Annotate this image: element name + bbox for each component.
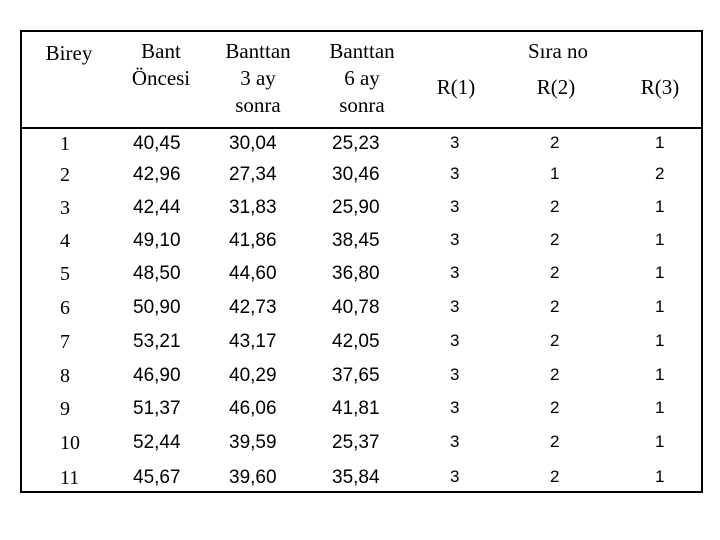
header-sira-no: Sıra no (527, 39, 589, 63)
cell-banttan-3-ay: 31,83 (229, 197, 277, 218)
header-birey: Birey (45, 41, 93, 65)
header-banttan-6-ay (310, 38, 414, 119)
cell-banttan-3-ay: 44,60 (229, 263, 277, 284)
header-line: Banttan (225, 39, 291, 63)
cell-r2: 2 (550, 133, 560, 152)
cell-r3: 1 (655, 398, 665, 417)
cell-banttan-3-ay: 39,60 (229, 467, 277, 488)
header-line: sonra (235, 93, 281, 117)
cell-birey: 11 (60, 467, 80, 489)
cell-banttan-3-ay: 27,34 (229, 164, 277, 185)
cell-birey: 8 (60, 365, 70, 387)
cell-r1: 3 (450, 164, 460, 183)
cell-r2: 2 (550, 365, 560, 384)
cell-r2: 2 (550, 432, 560, 451)
cell-birey: 3 (60, 197, 70, 219)
header-line: sonra (339, 93, 385, 117)
cell-r3: 1 (655, 432, 665, 451)
cell-bant-oncesi: 48,50 (133, 263, 181, 284)
cell-r3: 1 (655, 297, 665, 316)
cell-banttan-6-ay: 25,37 (332, 432, 380, 453)
header-line: Bant (141, 39, 181, 63)
cell-banttan-3-ay: 42,73 (229, 297, 277, 318)
cell-r1: 3 (450, 297, 460, 316)
cell-bant-oncesi: 40,45 (133, 133, 181, 154)
cell-r1: 3 (450, 331, 460, 350)
cell-bant-oncesi: 49,10 (133, 230, 181, 251)
cell-r2: 2 (550, 230, 560, 249)
cell-r3: 1 (655, 467, 665, 486)
cell-r2: 2 (550, 467, 560, 486)
cell-banttan-3-ay: 41,86 (229, 230, 277, 251)
cell-r2: 2 (550, 263, 560, 282)
cell-r1: 3 (450, 365, 460, 384)
header-banttan-3-ay (206, 38, 310, 119)
header-bant-oncesi (116, 38, 206, 92)
header-r1: R(1) (436, 75, 476, 99)
cell-r2: 2 (550, 398, 560, 417)
cell-birey: 5 (60, 263, 70, 285)
cell-r1: 3 (450, 263, 460, 282)
cell-banttan-6-ay: 37,65 (332, 365, 380, 386)
cell-banttan-6-ay: 25,90 (332, 197, 380, 218)
cell-r1: 3 (450, 398, 460, 417)
header-r2: R(2) (536, 75, 576, 99)
cell-bant-oncesi: 45,67 (133, 467, 181, 488)
cell-banttan-6-ay: 35,84 (332, 467, 380, 488)
cell-birey: 1 (60, 133, 70, 155)
cell-r3: 1 (655, 230, 665, 249)
cell-birey: 6 (60, 297, 70, 319)
cell-r3: 1 (655, 197, 665, 216)
cell-banttan-3-ay: 39,59 (229, 432, 277, 453)
cell-banttan-6-ay: 41,81 (332, 398, 380, 419)
cell-r1: 3 (450, 432, 460, 451)
cell-bant-oncesi: 52,44 (133, 432, 181, 453)
cell-banttan-6-ay: 36,80 (332, 263, 380, 284)
cell-banttan-3-ay: 40,29 (229, 365, 277, 386)
cell-r2: 2 (550, 197, 560, 216)
cell-r3: 1 (655, 331, 665, 350)
cell-r3: 2 (655, 164, 665, 183)
cell-r1: 3 (450, 230, 460, 249)
cell-birey: 10 (60, 432, 80, 454)
header-line: 3 ay (240, 66, 276, 90)
cell-banttan-3-ay: 43,17 (229, 331, 277, 352)
cell-bant-oncesi: 42,44 (133, 197, 181, 218)
cell-r3: 1 (655, 365, 665, 384)
cell-r1: 3 (450, 467, 460, 486)
data-table (20, 30, 703, 493)
cell-banttan-6-ay: 30,46 (332, 164, 380, 185)
cell-bant-oncesi: 50,90 (133, 297, 181, 318)
cell-r1: 3 (450, 197, 460, 216)
cell-banttan-6-ay: 40,78 (332, 297, 380, 318)
cell-r2: 2 (550, 331, 560, 350)
cell-banttan-3-ay: 46,06 (229, 398, 277, 419)
cell-birey: 4 (60, 230, 70, 252)
cell-birey: 7 (60, 331, 70, 353)
cell-bant-oncesi: 46,90 (133, 365, 181, 386)
cell-r3: 1 (655, 263, 665, 282)
cell-r2: 1 (550, 164, 560, 183)
cell-birey: 9 (60, 398, 70, 420)
header-line: Öncesi (131, 66, 191, 90)
cell-bant-oncesi: 53,21 (133, 331, 181, 352)
header-line: Banttan (329, 39, 395, 63)
header-line: 6 ay (344, 66, 380, 90)
cell-banttan-6-ay: 42,05 (332, 331, 380, 352)
header-r3: R(3) (640, 75, 680, 99)
header-divider (22, 127, 701, 129)
cell-banttan-6-ay: 38,45 (332, 230, 380, 251)
cell-banttan-3-ay: 30,04 (229, 133, 277, 154)
cell-bant-oncesi: 51,37 (133, 398, 181, 419)
cell-r1: 3 (450, 133, 460, 152)
cell-bant-oncesi: 42,96 (133, 164, 181, 185)
cell-banttan-6-ay: 25,23 (332, 133, 380, 154)
cell-r2: 2 (550, 297, 560, 316)
cell-birey: 2 (60, 164, 70, 186)
cell-r3: 1 (655, 133, 665, 152)
